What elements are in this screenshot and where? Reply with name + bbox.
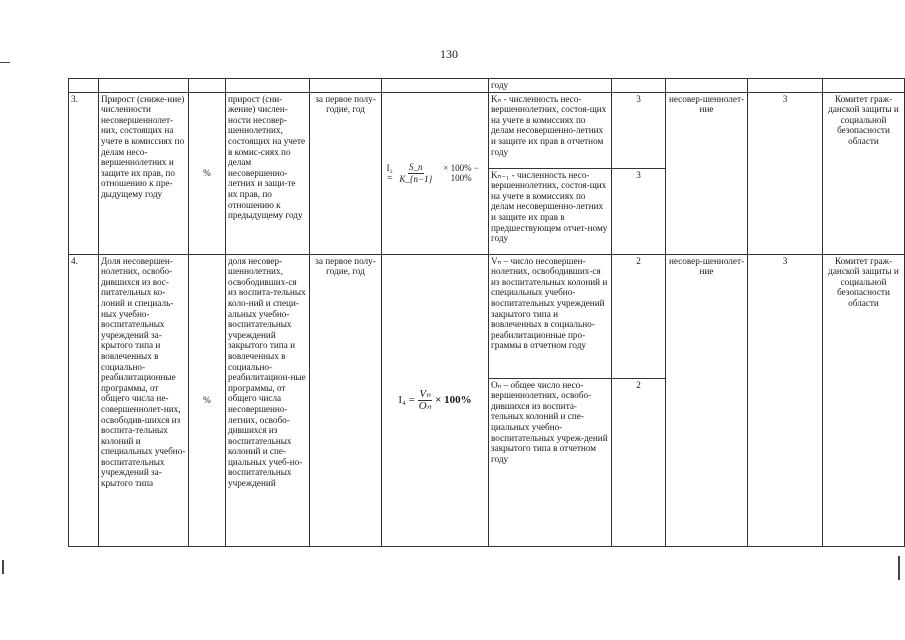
right-edge-mark-bottom	[898, 556, 900, 580]
cell-level	[748, 79, 823, 93]
table-row	[69, 254, 905, 378]
cell-code: 2	[612, 254, 666, 378]
cell-number: 3.	[69, 92, 99, 254]
cell-number	[69, 79, 99, 93]
cell-level: 3	[748, 254, 823, 546]
cell-code: 3	[612, 92, 666, 168]
formula-fraction	[418, 389, 432, 411]
formula-rhs: × 100% − 100%	[443, 162, 479, 184]
cell-variable-desc: Vₙ – число несовершен-нолетних, освободивших-ся из воспитательных колоний и специальных учебно-воспитательных учреждений закрытого типа и вовлеченных в социально-реабилитационные про-граммы в отчетном году	[489, 254, 612, 378]
cell-period	[310, 79, 382, 93]
formula-numerator: S_n	[409, 162, 423, 172]
cell-responsible: Комитет граж-данской защиты и социальной безопасности области	[823, 92, 905, 254]
cell-name: Прирост (сниже-ние) численности несовершеннолет-них, состоящих на учете в комиссиях по делам несо-вершеннолетних и защите их прав, по отношению к пре-дыдущему году	[99, 92, 189, 254]
formula-lhs: I₂ =	[386, 162, 393, 184]
table-row-continuation	[69, 79, 905, 93]
cell-category	[666, 79, 748, 93]
cell-formula	[382, 92, 489, 254]
cell-unit: %	[189, 92, 226, 254]
formula-rhs: × 100%	[435, 393, 472, 406]
left-edge-mark	[0, 62, 10, 63]
cell-responsible: Комитет граж-данской защиты и социальной безопасности области	[823, 254, 905, 546]
cell-variable-desc: году	[489, 79, 612, 93]
formula-fraction	[398, 162, 433, 184]
cell-code	[612, 79, 666, 93]
cell-definition: прирост (сни-жение) числен-ности несовер-шеннолетних, состоящих на учете в комис-сиях по делам несовершенно-летних и защи-те их прав, по отношению к предыдущему году	[226, 92, 310, 254]
formula-i2	[384, 162, 486, 184]
table-row	[69, 92, 905, 168]
cell-variable-desc: Oₙ – общее число несо-вершеннолетних, освобо-дившихся из воспита-тельных колоний и спе-циальных учебно-воспитательных учреж-дений закрытого типа в отчетном году	[489, 378, 612, 546]
cell-number: 4.	[69, 254, 99, 546]
cell-name: Доля несовершен-нолетних, освобо-дившихся из вос-питательных ко-лоний и специаль-ных учебно-воспитательных учреждений за-крытого типа и вовлеченных в социально-реабилитационные программы, от общего числа не-совершеннолет-них, освободив-шихся из воспита-тельных колоний и специальных учебно-воспитательных учреждений за-крытого типа	[99, 254, 189, 546]
cell-level: 3	[748, 92, 823, 254]
formula-i4	[398, 389, 471, 411]
cell-code: 3	[612, 168, 666, 254]
indicators-table	[68, 78, 905, 547]
cell-unit: %	[189, 254, 226, 546]
cell-formula	[382, 254, 489, 546]
cell-variable-desc: Kₙ - численность несо-вершеннолетних, состоя-щих на учете в комиссиях по делам несовершенно-летних и защите их прав в отчетном году	[489, 92, 612, 168]
cell-code: 2	[612, 378, 666, 546]
cell-responsible	[823, 79, 905, 93]
left-edge-mark-bottom	[2, 560, 4, 574]
cell-name	[99, 79, 189, 93]
formula-numerator: Vₙ	[419, 388, 431, 400]
formula-denominator: K_{n−1}	[399, 173, 433, 184]
cell-category: несовер-шеннолет-ние	[666, 92, 748, 254]
cell-period: за первое полу-годие, год	[310, 254, 382, 546]
cell-unit	[189, 79, 226, 93]
cell-definition: доля несовер-шеннолетних, освободивших-ся из воспита-тельных коло-ний и специ-альных учебно-воспитательных учреждений закрытого типа и вовлеченных в социально-реабилитацион-ные программы, от общего числа несовершенно-летних, освобо-дившихся из воспитательных колоний и спе-циальных учеб-но-воспитательных учреждений	[226, 254, 310, 546]
cell-period: за первое полу-годие, год	[310, 92, 382, 254]
formula-lhs: I₄ =	[398, 393, 415, 406]
cell-formula	[382, 79, 489, 93]
formula-denominator: Oₙ	[418, 399, 432, 412]
page-number: 130	[440, 47, 458, 61]
cell-definition	[226, 79, 310, 93]
cell-variable-desc: Kₙ₋₁ - численность несо-вершеннолетних, состоя-щих на учете в комиссиях по делам несовершенно-летних и защите их прав в предшествующем отчет-ному году	[489, 168, 612, 254]
cell-category: несовер-шеннолет-ние	[666, 254, 748, 546]
